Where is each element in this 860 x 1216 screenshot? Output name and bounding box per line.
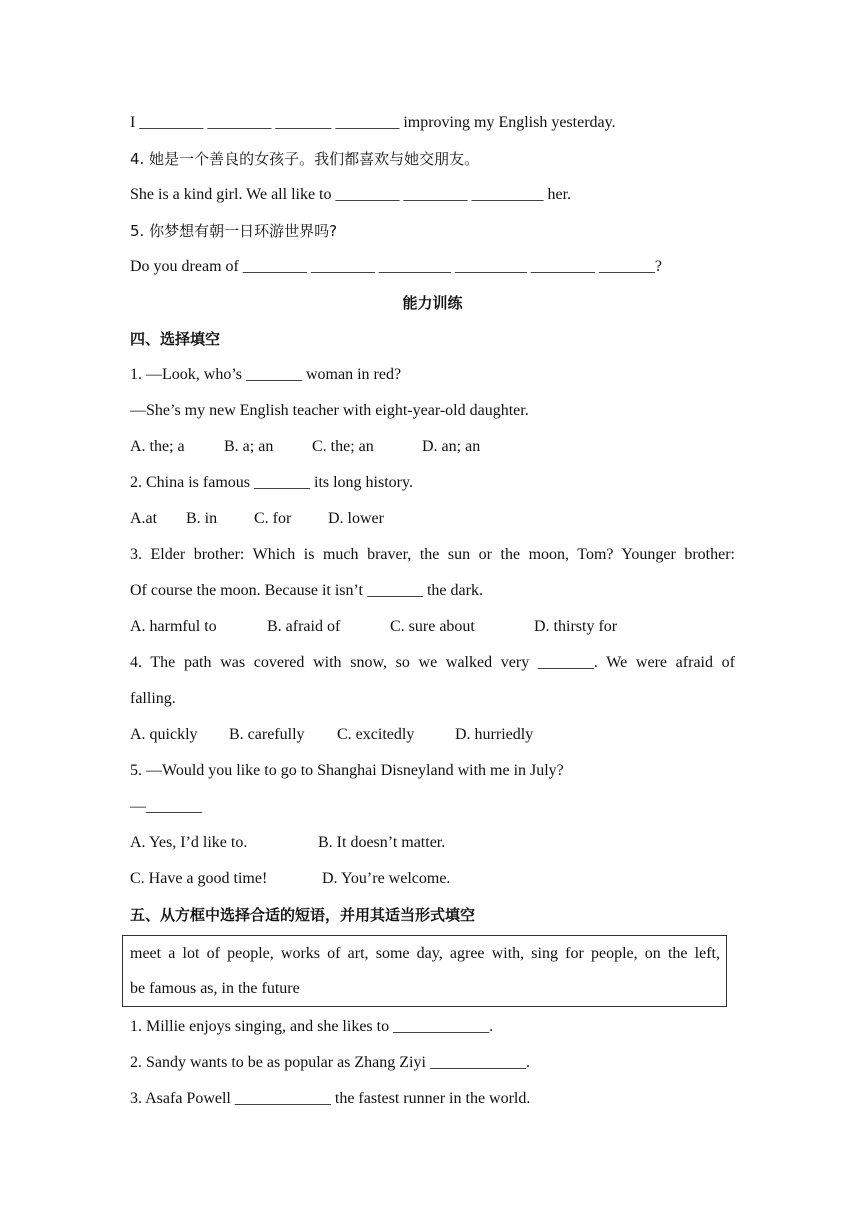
- fill-item-1: 1. Millie enjoys singing, and she likes to ____________.: [130, 1018, 494, 1035]
- question-1-line-1: 1. —Look, who’s _______ woman in red?: [130, 366, 402, 383]
- worksheet-page: [130, 105, 735, 1117]
- translation-5-chinese: 5. 你梦想有朝一日环游世界吗?: [130, 222, 338, 240]
- phrase-box-line-2: be famous as, in the future: [130, 980, 300, 997]
- question-2-options: [130, 501, 735, 537]
- question-2-option-b: B. in: [186, 510, 218, 527]
- fill-item-3: 3. Asafa Powell ____________ the fastest runner in the world.: [130, 1090, 531, 1107]
- question-4-line-1: 4. The path was covered with snow, so we walked very _______. We were afraid of: [130, 654, 735, 671]
- question-3-options: [130, 609, 735, 645]
- question-5-option-d: D. You’re welcome.: [322, 870, 451, 887]
- question-1-option-d: D. an; an: [422, 438, 481, 455]
- question-1-option-b: B. a; an: [224, 438, 274, 455]
- question-4-line-2: falling.: [130, 690, 176, 707]
- question-4-option-a: A. quickly: [130, 726, 198, 743]
- section-4-heading: 四、选择填空: [130, 330, 221, 348]
- question-1-option-a: A. the; a: [130, 438, 185, 455]
- question-5-option-b: B. It doesn’t matter.: [318, 834, 446, 851]
- question-4-option-c: C. excitedly: [337, 726, 415, 743]
- question-4-option-b: B. carefully: [229, 726, 305, 743]
- question-2-option-a: A.at: [130, 510, 158, 527]
- question-3-option-a: A. harmful to: [130, 618, 217, 635]
- phrase-box: [122, 935, 727, 1007]
- question-5-option-a: A. Yes, I’d like to.: [130, 834, 248, 851]
- translation-4-chinese: 4. 她是一个善良的女孩子。我们都喜欢与她交朋友。: [130, 150, 480, 168]
- fill-item-2: 2. Sandy wants to be as popular as Zhang Ziyi ____________.: [130, 1054, 530, 1071]
- question-2-option-d: D. lower: [328, 510, 384, 527]
- question-3-option-d: D. thirsty for: [534, 618, 618, 635]
- question-5-line-1: 5. —Would you like to go to Shanghai Disneyland with me in July?: [130, 762, 564, 779]
- question-5-line-2: —_______: [130, 798, 202, 815]
- translation-5-english: Do you dream of ________ ________ _________ _________ ________ _______?: [130, 258, 662, 275]
- question-2-line-1: 2. China is famous _______ its long history.: [130, 474, 413, 491]
- question-5-options-row-2: [130, 861, 735, 897]
- question-3-line-2: Of course the moon. Because it isn’t _______ the dark.: [130, 582, 483, 599]
- question-1-option-c: C. the; an: [312, 438, 374, 455]
- phrase-box-line-1: meet a lot of people, works of art, some day, agree with, sing for people, on the left,: [130, 945, 720, 962]
- question-4-options: [130, 717, 735, 753]
- question-3-option-b: B. afraid of: [267, 618, 341, 635]
- translation-3-english: I ________ ________ _______ ________ improving my English yesterday.: [130, 114, 616, 131]
- question-3-option-c: C. sure about: [390, 618, 475, 635]
- question-5-options-row-1: [130, 825, 735, 861]
- question-2-option-c: C. for: [254, 510, 292, 527]
- section-5-heading: 五、从方框中选择合适的短语，并用其适当形式填空: [130, 906, 476, 924]
- question-1-options: [130, 429, 735, 465]
- question-5-option-c: C. Have a good time!: [130, 870, 268, 887]
- section-title: 能力训练: [402, 294, 463, 312]
- translation-4-english: She is a kind girl. We all like to ________ ________ _________ her.: [130, 186, 572, 203]
- question-1-line-2: —She’s my new English teacher with eight-year-old daughter.: [130, 402, 529, 419]
- question-3-line-1: 3. Elder brother: Which is much braver, the sun or the moon, Tom? Younger brother:: [130, 546, 735, 563]
- question-4-option-d: D. hurriedly: [455, 726, 534, 743]
